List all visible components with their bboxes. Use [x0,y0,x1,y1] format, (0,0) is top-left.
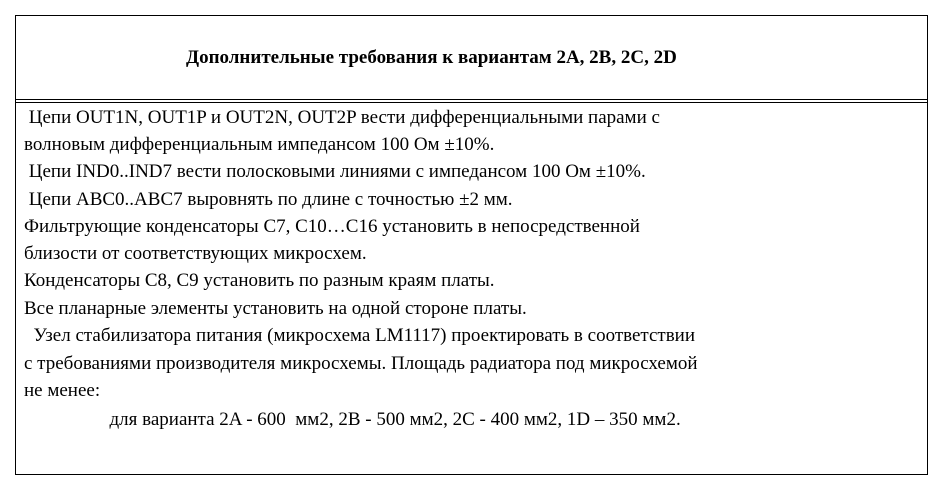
requirement-line: Цепи ABC0..ABC7 выровнять по длине с точностью ±2 мм. [24,189,513,210]
table-body-cell [16,102,927,474]
requirement-line: близости от соответствующих микросхем. [24,243,367,264]
requirement-line: Цепи IND0..IND7 вести полосковыми линиями с импедансом 100 Ом ±10%. [24,161,646,182]
requirement-line: Все планарные элементы установить на одной стороне платы. [24,298,527,319]
requirement-line: Цепи OUT1N, OUT1P и OUT2N, OUT2P вести дифференциальными парами с [24,107,660,128]
requirement-line: не менее: [24,380,101,401]
requirement-line: волновым дифференциальным импедансом 100 Ом ±10%. [24,134,495,155]
requirement-line: с требованиями производителя микросхемы. Площадь радиатора под микросхемой [24,353,698,374]
table-title: Дополнительные требования к вариантам 2A, 2B, 2C, 2D [186,47,677,68]
requirement-line: Фильтрующие конденсаторы C7, C10…C16 установить в непосредственной [24,216,640,237]
table-header-cell [16,16,927,100]
requirement-line: для варианта 2A - 600 мм2, 2B - 500 мм2, 2C - 400 мм2, 1D – 350 мм2. [24,409,681,430]
requirement-line: Узел стабилизатора питания (микросхема LM1117) проектировать в соответствии [24,325,696,346]
requirement-line: Конденсаторы C8, C9 установить по разным краям платы. [24,270,495,291]
requirements-table [15,15,928,475]
